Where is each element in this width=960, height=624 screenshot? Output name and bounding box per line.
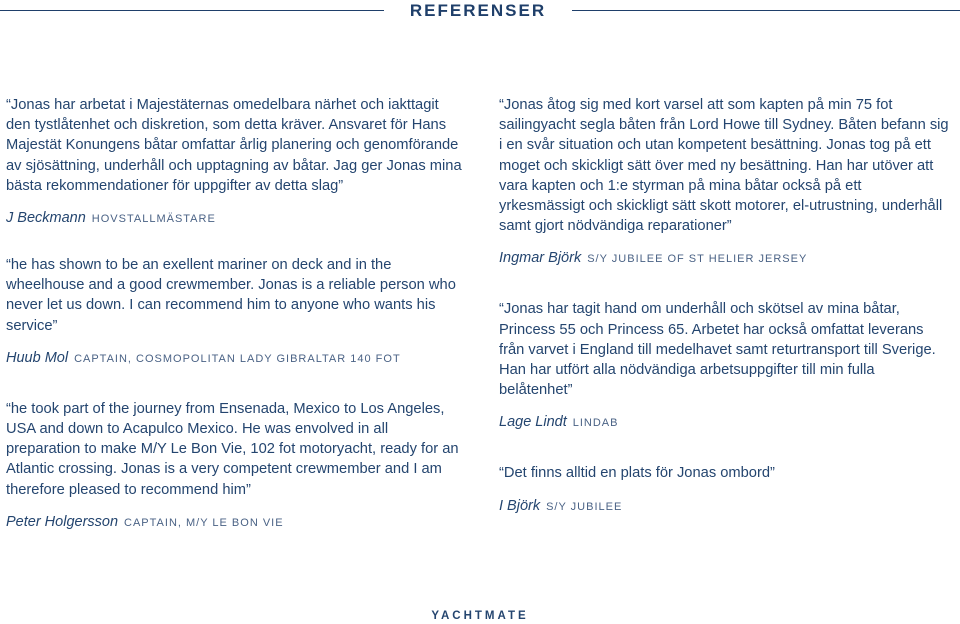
reference-name: I Björk [499,497,541,514]
reference-block [499,463,951,516]
reference-quote: “he took part of the journey from Ensenada, Mexico to Los Angeles, USA and down to Acapulco Mexico. He was envolved in all preparation to make M/Y Le Bon Vie, 102 fot motoryacht, ready for an Atlantic crossing. Jonas is a very competent crewmember and I am therefore pleased to recommend him” [6,400,459,498]
reference-attribution [499,496,951,517]
reference-role: CAPTAIN, COSMOPOLITAN LADY GIBRALTAR 140 FOT [74,352,401,365]
reference-attribution [499,412,951,433]
reference-role: CAPTAIN, M/Y LE BON VIE [124,516,284,529]
reference-role: HOVSTALLMÄSTARE [91,213,216,226]
reference-block [499,299,951,433]
reference-name: J Beckmann [6,210,86,227]
reference-attribution [499,248,951,269]
left-column [6,95,462,533]
reference-quote: “Det finns alltid en plats för Jonas ombord” [499,465,775,482]
reference-role: LINDAB [572,417,619,430]
reference-role: S/Y JUBILEE [546,500,623,513]
reference-attribution [6,512,462,533]
reference-name: Peter Holgersson [6,513,119,530]
header-rule-left [0,10,384,11]
reference-block [6,255,462,369]
header-rule-right [572,10,960,11]
footer-brand: YACHTMATE [431,610,529,622]
reference-block [499,95,951,269]
right-column [499,95,951,517]
reference-quote: “Jonas har tagit hand om underhåll och skötsel av mina båtar, Princess 55 och Princess 65. Arbetet har också omfattat leverans från varvet i England till medelhavet samt returtransport till Sverige. Han har utfört alla nödvändiga arbetsuppgifter till min fulla belåtenhet” [499,301,936,399]
reference-attribution [6,348,462,369]
reference-attribution [6,208,462,229]
reference-quote: “Jonas åtog sig med kort varsel att som kapten på min 75 fot sailingyacht segla båten från Lord Howe till Sydney. Båten befann sig i en svår situation och utan kompetent besättning. Jonas tog på ett moget och skickligt sätt över med ny besättning. Han har utöver att vara kapten och 1:e styrman på mina båtar också på ett yrkesmässigt och skickligt sätt skott motorer, el-utrustning, underhåll samt gjort nödvändiga reparationer” [499,97,949,235]
reference-block [6,399,462,533]
reference-name: Huub Mol [6,349,69,366]
reference-quote: “Jonas har arbetat i Majestäternas omedelbara närhet och iakttagit den tystlåtenhet och diskretion, som detta kräver. Ansvaret för Hans Majestät Konungens båtar omfattar årlig planering och genomförande av sjösättning, underhåll och upptagning av båtar. Jag ger Jonas mina bästa rekommendationer för uppgifter av detta slag” [6,97,462,194]
reference-quote: “he has shown to be an exellent mariner on deck and in the wheelhouse and a good crewmember. Jonas is a reliable person who never let us down. I can recommend him to anyone who wants his service” [6,257,456,334]
reference-name: Lage Lindt [499,414,567,431]
reference-block [6,95,462,229]
reference-name: Ingmar Björk [499,250,582,267]
reference-role: S/Y JUBILEE OF ST HELIER JERSEY [587,253,808,266]
page-title: REFERENSER [409,1,547,20]
